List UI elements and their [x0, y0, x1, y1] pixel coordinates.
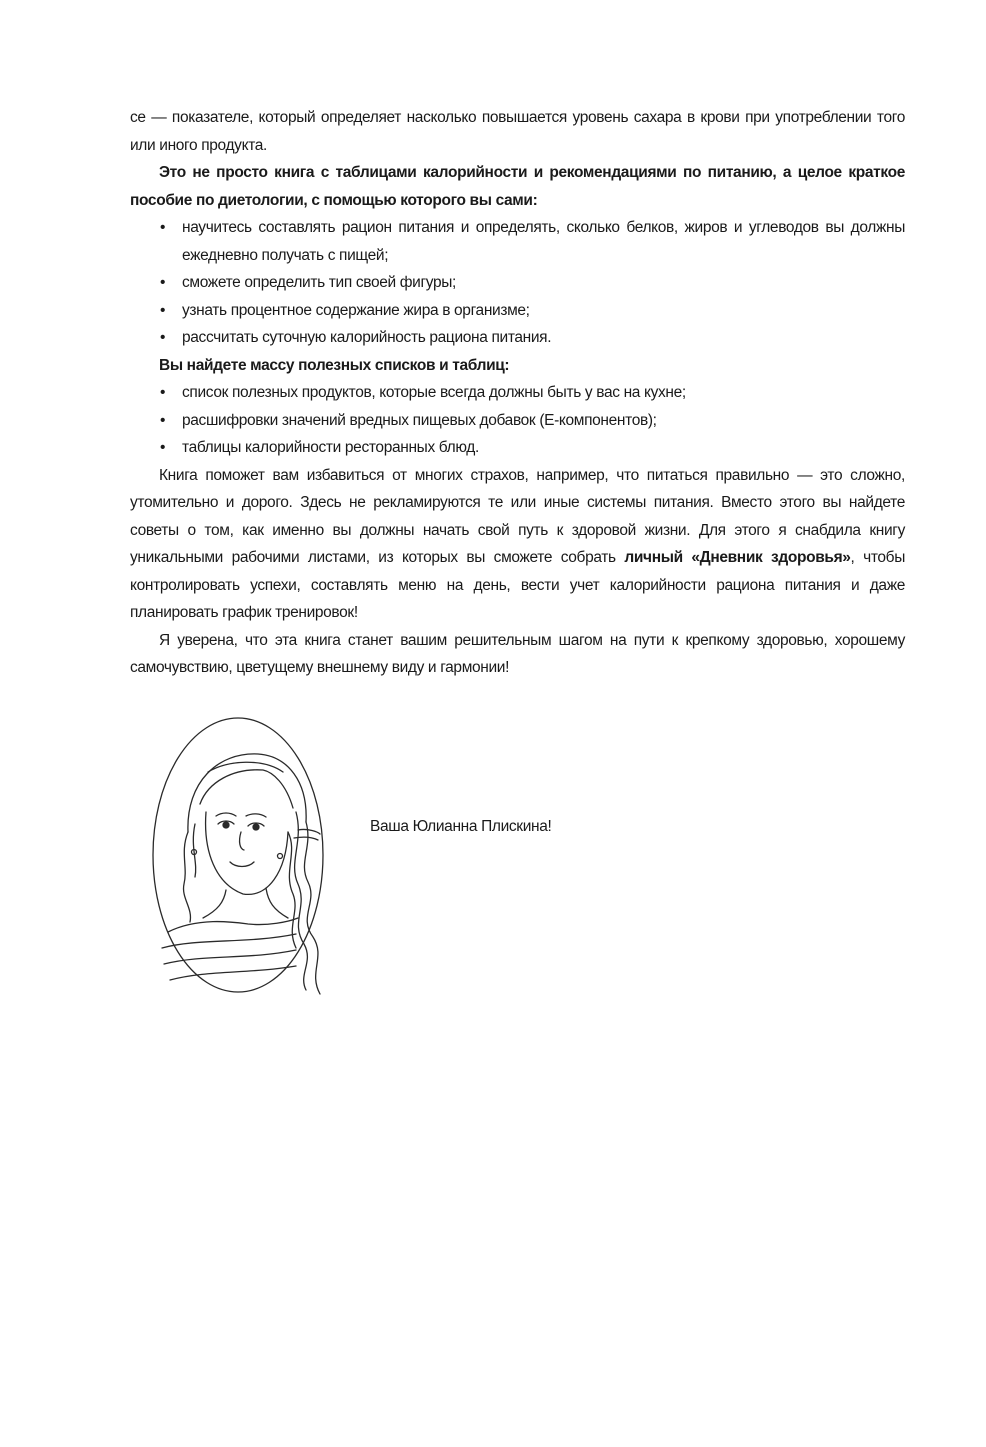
right-earring	[278, 854, 283, 859]
health-diary-phrase: личный «Дневник здоровья»	[624, 549, 851, 566]
intro-paragraph: се — показателе, который определяет насколько повышается уровень сахара в крови при употреблении того или иного продукта.	[130, 109, 905, 154]
skills-list	[130, 214, 905, 352]
list-item: • научитесь составлять рацион питания и определять, сколько белков, жиров и углеводов вы должны ежедневно получать с пищей;	[130, 214, 905, 269]
closing-paragraph: Я уверена, что эта книга станет вашим решительным шагом на пути к крепкому здоровью, хорошему самочувствию, цветущему внешнему виду и гармонии!	[130, 631, 905, 676]
bold-intro-paragraph: Это не просто книга с таблицами калорийности и рекомендациями по питанию, а целое краткое пособие по диетологии, с помощью которого вы сами:	[130, 164, 905, 209]
nose	[240, 832, 244, 850]
author-signature: Ваша Юлианна Плискина!	[370, 818, 552, 835]
list-item: • таблицы калорийности ресторанных блюд.	[130, 434, 905, 462]
list-item: • список полезных продуктов, которые всегда должны быть у вас на кухне;	[130, 379, 905, 407]
list-item: • рассчитать суточную калорийность рациона питания.	[130, 324, 905, 352]
book-paragraph-text: Книга поможет вам избавиться от многих страхов, например, что питаться правильно — это сложно, утомительно и дорого. Здесь не рекламируются те или иные системы питания. Вместо этого вы найдете советы о том, как именно вы должны начать свой путь к здоровой жизни. Для этого я снабдила книгу уникальными рабочими листами, из которых вы сможете собрать	[130, 466, 905, 566]
author-portrait-illustration	[148, 712, 338, 1002]
sweater-stripe	[162, 934, 296, 948]
book-paragraph-tail: , чтобы контролировать успехи, составлять меню на день, вести учет калорийности рациона питания и даже планировать график тренировок!	[130, 549, 905, 621]
body-text	[130, 104, 905, 682]
lists-heading: Вы найдете массу полезных списков и таблиц:	[159, 356, 510, 374]
useful-lists	[130, 379, 905, 462]
oval-frame	[153, 718, 323, 992]
hair-right-strand	[304, 822, 320, 994]
list-item: • сможете определить тип своей фигуры;	[130, 269, 905, 297]
list-item: • узнать процентное содержание жира в организме;	[130, 297, 905, 325]
book-paragraph	[130, 462, 905, 627]
list-item: • расшифровки значений вредных пищевых добавок (Е-компонентов);	[130, 407, 905, 435]
shoulders	[168, 918, 298, 932]
mouth	[230, 862, 254, 867]
